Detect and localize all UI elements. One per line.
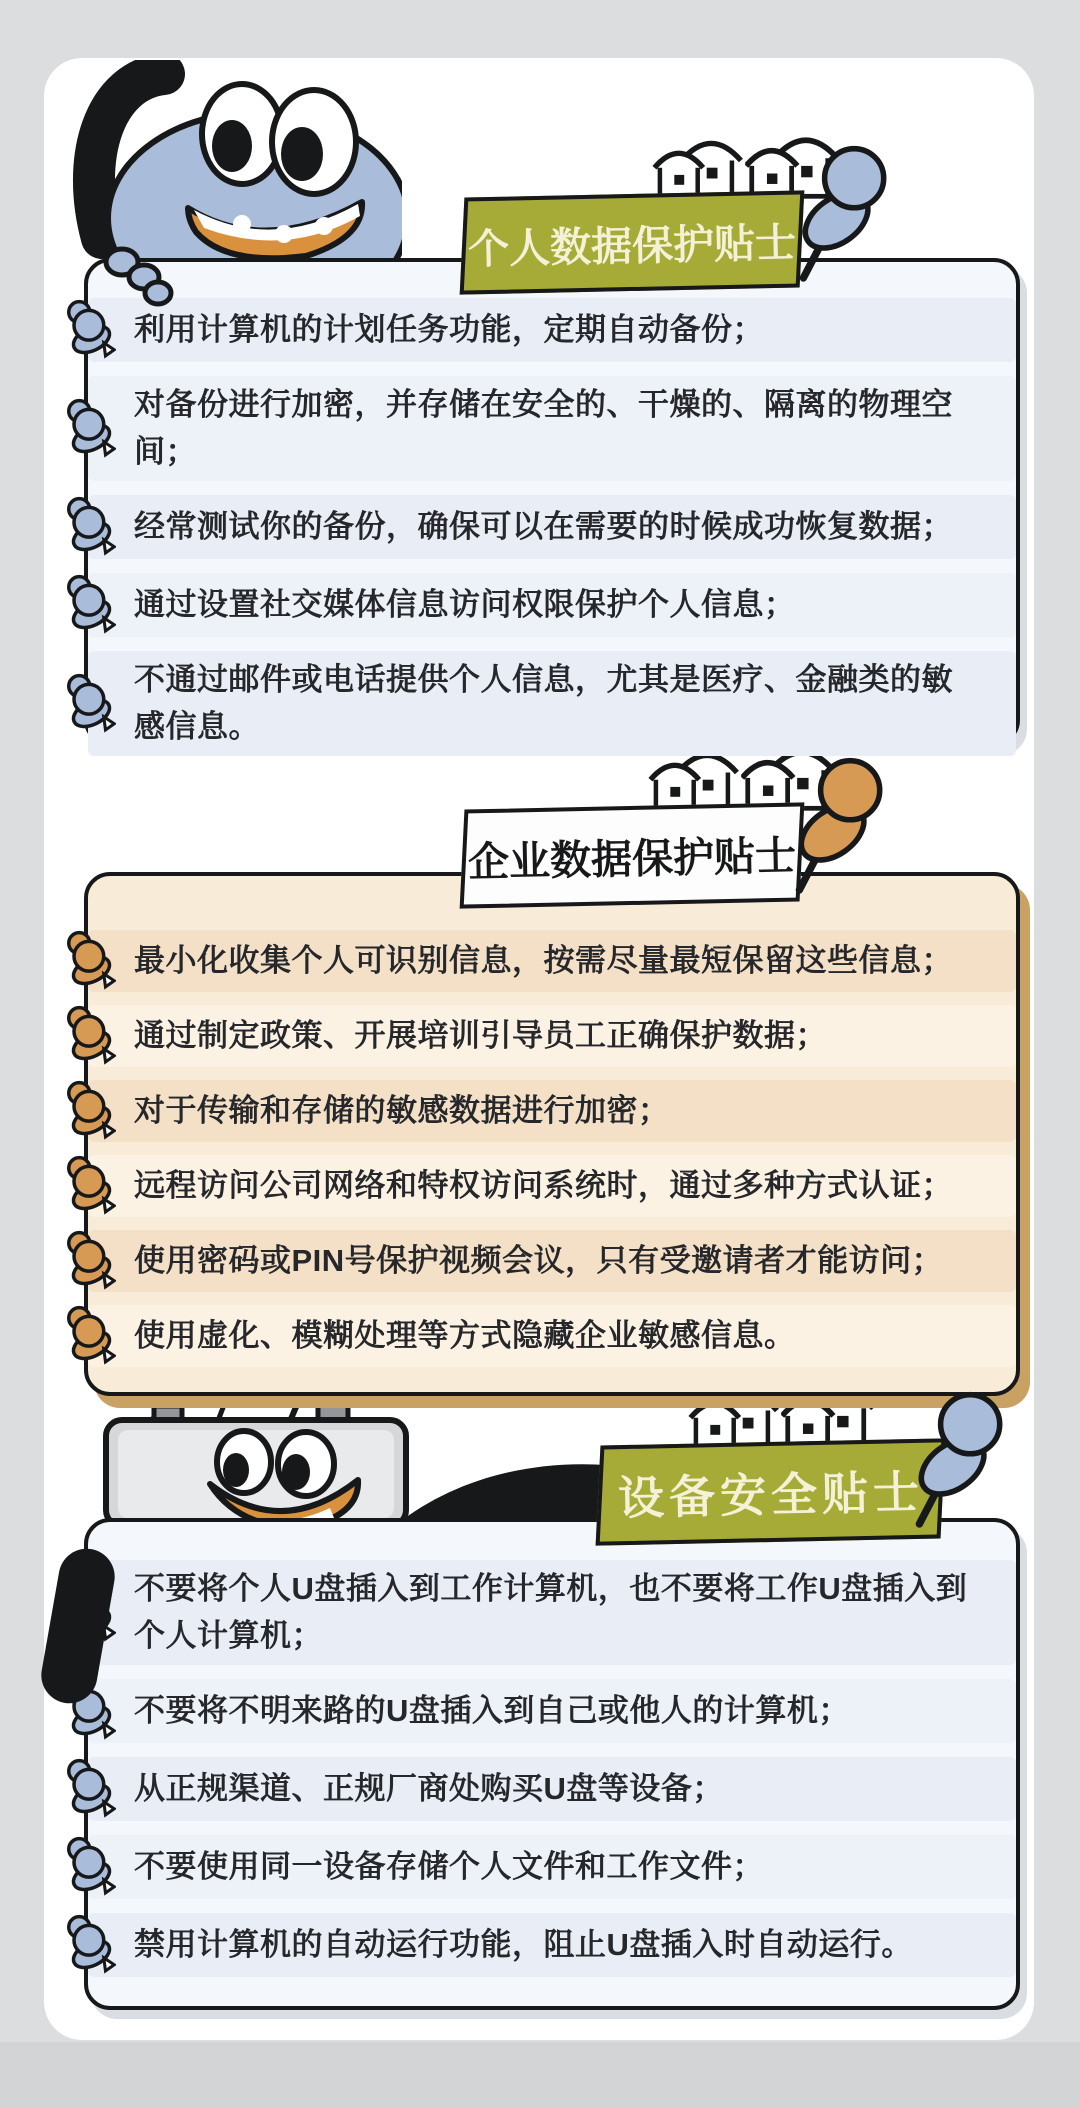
tip-text: 经常测试你的备份，确保可以在需要的时候成功恢复数据；: [134, 508, 953, 544]
pushpin-bullet-icon: [60, 671, 116, 733]
tip-text: 对于传输和存储的敏感数据进行加密；: [134, 1092, 670, 1128]
tip-text: 通过制定政策、开展培训引导员工正确保护数据；: [134, 1017, 827, 1053]
device-tips-list: [88, 1522, 1016, 2003]
tip-text: 从正规渠道、正规厂商处购买U盘等设备；: [134, 1770, 724, 1806]
bottom-gray-band: [0, 2042, 1080, 2108]
mascot-hand-icon: [100, 244, 176, 308]
tip-text: 不要将个人U盘插入到工作计算机，也不要将工作U盘插入到个人计算机；: [134, 1571, 968, 1653]
pushpin-bullet-icon: [60, 1757, 116, 1819]
tip-item: [88, 930, 1016, 992]
tip-text: 使用密码或PIN号保护视频会议，只有受邀请者才能访问；: [134, 1242, 944, 1278]
tip-item: [88, 1913, 1016, 1977]
pushpin-bullet-icon: [60, 573, 116, 635]
tip-item: [88, 1005, 1016, 1067]
enterprise-banner: [460, 802, 805, 908]
blob-mascot: [46, 60, 402, 272]
tip-item: [88, 1679, 1016, 1743]
tip-text: 使用虚化、模糊处理等方式隐藏企业敏感信息。: [134, 1317, 796, 1353]
personal-tips-card: [84, 258, 1020, 746]
pushpin-bullet-icon: [60, 1835, 116, 1897]
pushpin-icon: [772, 136, 892, 291]
tip-item: [88, 1560, 1016, 1665]
pushpin-bullet-icon: [60, 1079, 116, 1141]
pushpin-bullet-icon: [60, 1004, 116, 1066]
tip-item: [88, 1305, 1016, 1367]
tip-text: 通过设置社交媒体信息访问权限保护个人信息；: [134, 586, 796, 622]
pushpin-bullet-icon: [60, 1913, 116, 1975]
tip-item: [88, 1230, 1016, 1292]
tip-item: [88, 1080, 1016, 1142]
pushpin-bullet-icon: [60, 396, 116, 458]
pushpin-bullet-icon: [60, 1154, 116, 1216]
pushpin-bullet-icon: [60, 1229, 116, 1291]
pushpin-icon: [768, 748, 888, 903]
tip-text: 不要使用同一设备存储个人文件和工作文件；: [134, 1848, 764, 1884]
enterprise-tips-card: [84, 872, 1020, 1396]
banner-title: 设备安全贴士: [617, 1465, 925, 1525]
banner-title: 个人数据保护贴士: [467, 219, 797, 273]
pushpin-bullet-icon: [60, 495, 116, 557]
tip-text: 远程访问公司网络和特权访问系统时，通过多种方式认证；: [134, 1167, 953, 1203]
tip-text: 最小化收集个人可识别信息，按需尽量最短保留这些信息；: [134, 942, 953, 978]
pushpin-bullet-icon: [60, 929, 116, 991]
enterprise-tips-list: [88, 876, 1016, 1391]
personal-banner: [460, 190, 805, 294]
tip-item: [88, 495, 1016, 559]
tip-item: [88, 1835, 1016, 1899]
tip-item: [88, 298, 1016, 362]
banner-title: 企业数据保护贴士: [467, 832, 797, 886]
tip-text: 对备份进行加密，并存储在安全的、干燥的、隔离的物理空间；: [134, 387, 953, 469]
tip-item: [88, 1757, 1016, 1821]
tip-text: 禁用计算机的自动运行功能，阻止U盘插入时自动运行。: [134, 1926, 913, 1962]
tip-text: 利用计算机的计划任务功能，定期自动备份；: [134, 311, 764, 347]
tip-item: [88, 651, 1016, 756]
pushpin-bullet-icon: [60, 1304, 116, 1366]
tip-text: 不通过邮件或电话提供个人信息，尤其是医疗、金融类的敏感信息。: [134, 662, 953, 744]
device-tips-card: [84, 1518, 1020, 2010]
personal-tips-list: [88, 262, 1016, 782]
tip-item: [88, 573, 1016, 637]
pushpin-icon: [888, 1382, 1008, 1537]
tip-item: [88, 1155, 1016, 1217]
tip-item: [88, 376, 1016, 481]
tip-text: 不要将不明来路的U盘插入到自己或他人的计算机；: [134, 1692, 850, 1728]
